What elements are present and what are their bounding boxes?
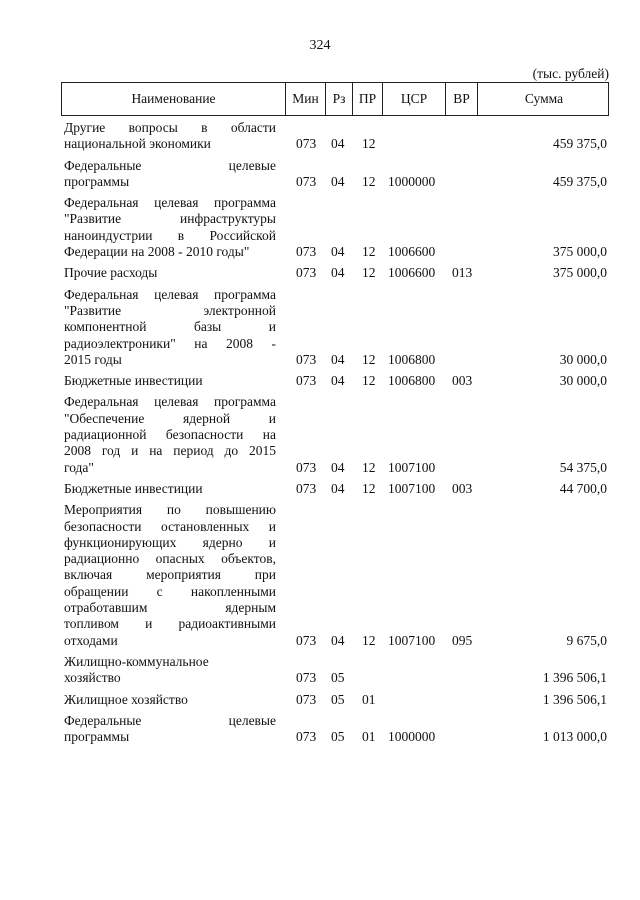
row-name-line: 2008 год и на период до 2015 <box>64 443 276 459</box>
row-name-line: "Развитие инфраструктуры <box>64 211 276 227</box>
row-name-line: обращении с накопленными <box>64 583 276 599</box>
row-name-line: Бюджетные инвестиции <box>64 373 203 389</box>
row-sum: 9 675,0 <box>566 632 607 648</box>
header-name: Наименование <box>131 91 216 106</box>
row-rz: 04 <box>331 373 345 389</box>
row-vr: 095 <box>452 632 473 648</box>
table-row <box>0 481 640 497</box>
row-name-line: Жилищно-коммунальное <box>64 653 209 669</box>
header-pr: ПР <box>352 83 382 115</box>
row-sum: 375 000,0 <box>553 265 607 281</box>
row-name <box>64 120 276 153</box>
row-min: 073 <box>296 459 317 475</box>
row-min: 073 <box>296 351 317 367</box>
header-csr: ЦСР <box>382 83 445 115</box>
row-pr: 12 <box>362 244 376 260</box>
page-number: 324 <box>309 38 331 53</box>
row-vr: 013 <box>452 265 473 281</box>
row-rz: 05 <box>331 670 345 686</box>
row-rz: 04 <box>331 459 345 475</box>
row-pr: 12 <box>362 173 376 189</box>
row-pr: 12 <box>362 632 376 648</box>
table-row <box>0 265 640 281</box>
row-name-line: Федеральная целевая программа <box>64 195 276 211</box>
row-min: 073 <box>296 480 317 496</box>
row-name-line: Федеральные целевые <box>64 712 276 728</box>
row-name-line: радиоэлектроники" на 2008 - <box>64 335 276 351</box>
row-pr: 12 <box>362 459 376 475</box>
row-pr: 01 <box>362 691 376 707</box>
row-min: 073 <box>296 173 317 189</box>
header-min: Мин <box>285 83 325 115</box>
row-name-line: Прочие расходы <box>64 265 158 281</box>
row-csr: 1007100 <box>388 459 436 475</box>
row-name-line: включая мероприятия при <box>64 567 276 583</box>
row-pr: 12 <box>362 265 376 281</box>
row-min: 073 <box>296 373 317 389</box>
row-csr: 1006800 <box>388 373 436 389</box>
row-name-line: отработавшим ядерным <box>64 600 276 616</box>
row-name-line: "Обеспечение ядерной и <box>64 410 276 426</box>
row-name-line: отходами <box>64 632 118 648</box>
row-name-line: функционирующих ядерно и <box>64 534 276 550</box>
row-min: 073 <box>296 670 317 686</box>
row-min: 073 <box>296 265 317 281</box>
table-row <box>0 373 640 389</box>
row-csr: 1006600 <box>388 265 436 281</box>
row-min: 073 <box>296 632 317 648</box>
row-name-line: безопасности остановленных и <box>64 518 276 534</box>
row-name-line: Федеральная целевая программа <box>64 394 276 410</box>
row-sum: 375 000,0 <box>553 244 607 260</box>
table-row <box>0 502 640 649</box>
header-vr: ВР <box>445 83 477 115</box>
table-row <box>0 158 640 191</box>
header-sum: Сумма <box>477 83 610 115</box>
row-name-line: компонентной базы и <box>64 319 276 335</box>
row-sum: 1 013 000,0 <box>542 729 607 745</box>
row-name-line: радиационной безопасности на <box>64 427 276 443</box>
row-sum: 54 375,0 <box>559 459 607 475</box>
table-row <box>0 287 640 368</box>
row-min: 073 <box>296 691 317 707</box>
table-row <box>0 692 640 708</box>
row-name <box>64 502 276 649</box>
row-name <box>64 481 276 497</box>
row-rz: 05 <box>331 729 345 745</box>
row-min: 073 <box>296 244 317 260</box>
row-rz: 04 <box>331 136 345 152</box>
row-pr: 12 <box>362 480 376 496</box>
row-csr: 1007100 <box>388 632 436 648</box>
row-csr: 1007100 <box>388 480 436 496</box>
units-label: (тыс. рублей) <box>532 66 609 81</box>
table-row <box>0 195 640 260</box>
row-rz: 04 <box>331 480 345 496</box>
row-sum: 1 396 506,1 <box>542 670 607 686</box>
row-rz: 04 <box>331 632 345 648</box>
row-pr: 01 <box>362 729 376 745</box>
row-rz: 04 <box>331 244 345 260</box>
row-name <box>64 287 276 368</box>
row-pr: 12 <box>362 351 376 367</box>
row-rz: 04 <box>331 351 345 367</box>
row-name-line: программы <box>64 173 130 189</box>
row-csr: 1006800 <box>388 351 436 367</box>
row-rz: 04 <box>331 173 345 189</box>
row-pr: 12 <box>362 373 376 389</box>
row-name-line: топливом и радиоактивными <box>64 616 276 632</box>
row-min: 073 <box>296 729 317 745</box>
row-name-line: Федерации на 2008 - 2010 годы" <box>64 244 250 260</box>
row-sum: 459 375,0 <box>553 136 607 152</box>
row-rz: 04 <box>331 265 345 281</box>
row-csr: 1000000 <box>388 173 436 189</box>
row-sum: 1 396 506,1 <box>542 691 607 707</box>
row-name <box>64 158 276 191</box>
row-name <box>64 692 276 708</box>
row-name <box>64 394 276 475</box>
row-name-line: Федеральные целевые <box>64 157 276 173</box>
row-sum: 459 375,0 <box>553 173 607 189</box>
row-sum: 44 700,0 <box>559 480 607 496</box>
row-name-line: Бюджетные инвестиции <box>64 480 203 496</box>
row-rz: 05 <box>331 691 345 707</box>
row-name-line: Другие вопросы в области <box>64 120 276 135</box>
row-csr: 1000000 <box>388 729 436 745</box>
row-sum: 30 000,0 <box>559 351 607 367</box>
row-name-line: национальной экономики <box>64 136 211 152</box>
row-name-line: радиационно опасных объектов, <box>64 551 276 567</box>
row-name-line: Жилищное хозяйство <box>64 691 188 707</box>
header-rz: Рз <box>325 83 352 115</box>
row-csr: 1006600 <box>388 244 436 260</box>
row-name <box>64 195 276 260</box>
table-row <box>0 120 640 153</box>
row-sum: 30 000,0 <box>559 373 607 389</box>
row-name-line: программы <box>64 729 130 745</box>
row-name-line: хозяйство <box>64 670 121 686</box>
table-row <box>0 394 640 475</box>
row-name-line: "Развитие электронной <box>64 302 276 318</box>
row-name-line: 2015 годы <box>64 351 122 367</box>
row-name <box>64 265 276 281</box>
row-vr: 003 <box>452 373 473 389</box>
row-min: 073 <box>296 136 317 152</box>
row-name <box>64 373 276 389</box>
row-name-line: Федеральная целевая программа <box>64 286 276 302</box>
table-row <box>0 654 640 687</box>
row-pr: 12 <box>362 136 376 152</box>
table-header <box>61 82 609 116</box>
table-body <box>0 120 640 750</box>
table-row <box>0 713 640 746</box>
row-vr: 003 <box>452 480 473 496</box>
row-name <box>64 654 276 687</box>
row-name-line: Мероприятия по повышению <box>64 502 276 518</box>
row-name-line: года" <box>64 459 94 475</box>
row-name-line: наноиндустрии в Российской <box>64 227 276 243</box>
row-name <box>64 713 276 746</box>
